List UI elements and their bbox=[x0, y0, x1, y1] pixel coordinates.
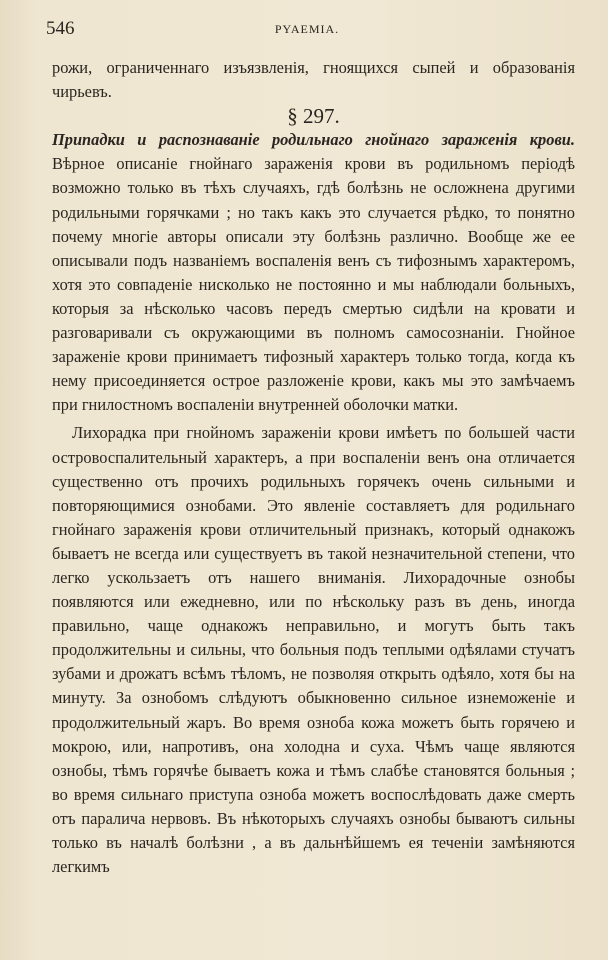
intro-paragraph: рожи, ограниченнаго изъязвленія, гноящихся сыпей и образованія чирьевъ. bbox=[52, 58, 575, 102]
page-number: 546 bbox=[46, 18, 75, 39]
page-body bbox=[52, 56, 575, 879]
paragraph-1 bbox=[52, 128, 575, 417]
section-heading: § 297. bbox=[287, 104, 340, 129]
page-header bbox=[46, 18, 568, 42]
running-head: PYAEMIA. bbox=[274, 22, 340, 36]
paragraph-2: Лихорадка при гнойномъ зараженіи крови имѣетъ по большей части островоспалительный характеръ, а при воспаленіи венъ она отличается существенно отъ прочихъ родильныхъ горячекъ очень сильными и повторяющимися ознобами. Это явленіе составляетъ для родильнаго гнойнаго зараженія крови отличительный признакъ, который однакожъ бываетъ не всегда или существуетъ въ такой незначительной степени, что легко ускользаетъ отъ нашего вниманія. Лихорадочные ознобы появляются или ежедневно, или по нѣскольку разъ въ день, иногда правильно, чаще однакожъ неправильно, и могутъ быть такъ продолжительны и сильны, что больныя подъ теплыми одѣялами стучатъ зубами и дрожатъ всѣмъ тѣломъ, не позволяя открыть одѣяло, хотя бы на минуту. За ознобомъ слѣдуютъ обыкновенно сильное изнеможеніе и продолжительный жаръ. Во время озноба кожа можетъ быть горячею и мокрою, или, напротивъ, она холодна и суха. Чѣмъ чаще являются ознобы, тѣмъ горячѣе бываетъ кожа и тѣмъ слабѣе становятся больныя ; во время сильнаго приступа озноба можетъ воспослѣдовать даже смерть отъ паралича нервовъ. Въ нѣкоторыхъ случаяхъ ознобы бываютъ сильны только въ началѣ болѣзни , а въ дальнѣйшемъ ея теченіи замѣняются легкимъ bbox=[52, 423, 575, 877]
paragraph-1-lead: Припадки и распознаваніе родильнаго гнойнаго зараженія крови. bbox=[52, 130, 575, 150]
paragraph-1-body: Вѣрное описаніе гнойнаго зараженія крови въ родильномъ періодѣ возможно только въ тѣхъ случаяхъ, гдѣ болѣзнь не осложнена другими родильными горячками ; но такъ какъ это случается рѣдко, то понятно почему многіе авторы описали эту болѣзнь различно. Вообще же ее описывали подъ названіемъ воспаленія венъ съ тифознымъ характеромъ, хотя это совпаденіе нисколько не постоянно и мы наблюдали больныхъ, которыя за нѣсколько часовъ передъ смертью сидѣли на кровати и разговаривали съ окружающими въ полномъ самосознаніи. Гнойное зараженіе крови принимаетъ тифозный характеръ только тогда, когда къ нему присоединяется острое разложеніе крови, какъ мы это замѣчаемъ при гнилостномъ воспаленіи внутренней оболочки матки. bbox=[52, 154, 575, 415]
